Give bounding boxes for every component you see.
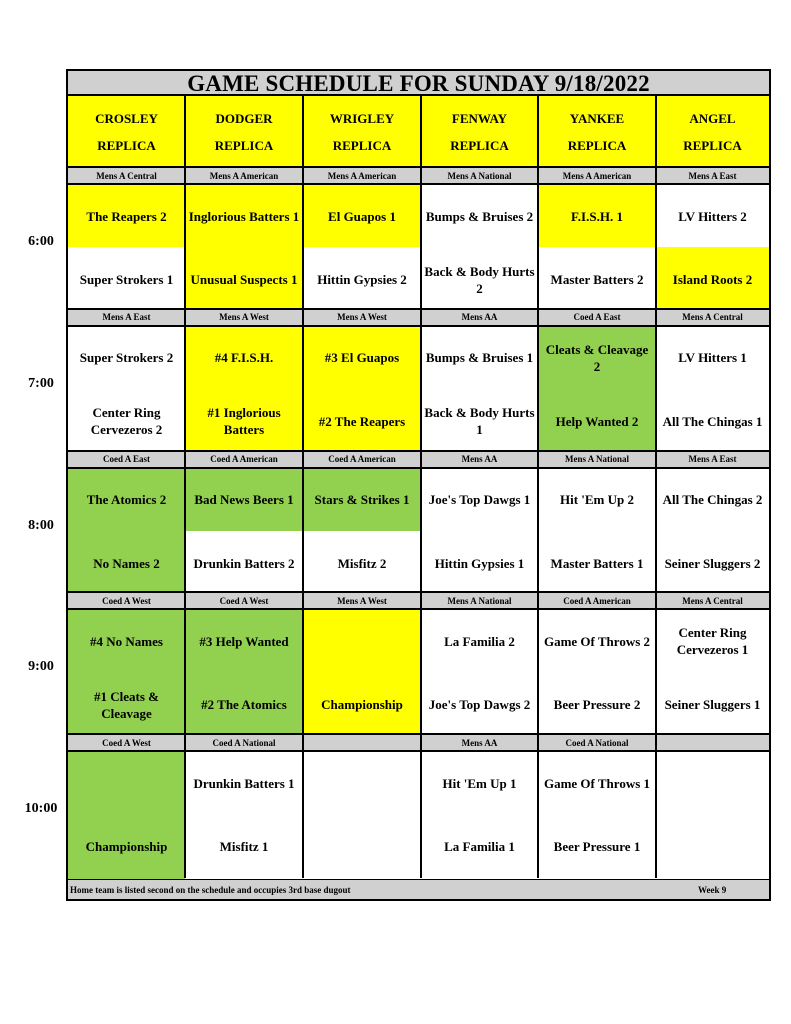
game-team: Joe's Top Dawgs 2 bbox=[421, 672, 538, 737]
division-label: Mens A West bbox=[303, 593, 421, 608]
game-team: #4 No Names bbox=[68, 610, 185, 672]
game-team: Help Wanted 2 bbox=[538, 389, 656, 454]
game-team: LV Hitters 1 bbox=[656, 327, 769, 389]
game-team: El Guapos 1 bbox=[303, 185, 421, 247]
division-label: Mens A West bbox=[185, 310, 303, 325]
column-divider bbox=[537, 96, 539, 878]
field-header bbox=[185, 96, 303, 167]
division-label: Mens A West bbox=[303, 310, 421, 325]
field-header bbox=[303, 96, 421, 167]
division-label: Coed A American bbox=[185, 452, 303, 467]
division-label bbox=[656, 735, 769, 750]
division-label: Mens A East bbox=[656, 168, 769, 183]
game-team: Master Batters 2 bbox=[538, 247, 656, 312]
game-team: La Familia 2 bbox=[421, 610, 538, 672]
game-team: Misfitz 1 bbox=[185, 814, 303, 879]
field-name: FENWAY bbox=[451, 110, 508, 126]
game-team: #4 F.I.S.H. bbox=[185, 327, 303, 389]
column-divider bbox=[655, 96, 657, 878]
division-label: Coed A National bbox=[538, 735, 656, 750]
game-team: Hit 'Em Up 1 bbox=[421, 752, 538, 814]
game-team: Misfitz 2 bbox=[303, 531, 421, 596]
game-team: Bad News Beers 1 bbox=[185, 469, 303, 531]
field-name: WRIGLEY bbox=[329, 110, 395, 126]
game-team: Bumps & Bruises 1 bbox=[421, 327, 538, 389]
time-label: 8:00 bbox=[28, 517, 54, 533]
game-team: Championship bbox=[68, 814, 185, 879]
field-type: REPLICA bbox=[214, 137, 274, 153]
division-label: Mens A Central bbox=[68, 168, 185, 183]
game-team bbox=[656, 814, 769, 879]
game-team: Back & Body Hurts 1 bbox=[421, 389, 538, 454]
column-divider bbox=[420, 96, 422, 878]
field-type: REPLICA bbox=[97, 137, 156, 153]
game-team: Drunkin Batters 2 bbox=[185, 531, 303, 596]
division-label: Coed A National bbox=[185, 735, 303, 750]
field-type: REPLICA bbox=[683, 137, 742, 153]
game-team: Seiner Sluggers 1 bbox=[656, 672, 769, 737]
game-team: The Atomics 2 bbox=[68, 469, 185, 531]
division-label: Mens AA bbox=[421, 310, 538, 325]
field-name: DODGER bbox=[215, 110, 273, 126]
division-label: Coed A West bbox=[185, 593, 303, 608]
field-header bbox=[656, 96, 769, 167]
game-team: #1 Cleats & Cleavage bbox=[68, 672, 185, 737]
time-label: 6:00 bbox=[28, 234, 54, 249]
game-team: Hit 'Em Up 2 bbox=[538, 469, 656, 531]
division-label: Coed A West bbox=[68, 735, 185, 750]
division-label: Mens AA bbox=[421, 735, 538, 750]
division-label: Coed A American bbox=[538, 593, 656, 608]
game-team: Beer Pressure 2 bbox=[538, 672, 656, 737]
field-type: REPLICA bbox=[450, 137, 509, 153]
game-team: Back & Body Hurts 2 bbox=[421, 247, 538, 312]
game-team: Inglorious Batters 1 bbox=[185, 185, 303, 247]
game-team: Unusual Suspects 1 bbox=[185, 247, 303, 312]
game-team bbox=[303, 610, 421, 672]
game-team: Master Batters 1 bbox=[538, 531, 656, 596]
field-type: REPLICA bbox=[332, 137, 392, 153]
week-label: Week 9 bbox=[698, 885, 727, 895]
game-team: #1 Inglorious Batters bbox=[185, 389, 303, 454]
division-label: Mens A American bbox=[185, 168, 303, 183]
field-name: CROSLEY bbox=[95, 110, 158, 126]
game-team: #2 The Atomics bbox=[185, 672, 303, 737]
game-team: All The Chingas 1 bbox=[656, 389, 769, 454]
division-label: Mens A Central bbox=[656, 310, 769, 325]
game-team: LV Hitters 2 bbox=[656, 185, 769, 247]
game-team: The Reapers 2 bbox=[68, 185, 185, 247]
game-team: Drunkin Batters 1 bbox=[185, 752, 303, 814]
game-team: #3 Help Wanted bbox=[185, 610, 303, 672]
field-name: YANKEE bbox=[569, 110, 625, 126]
division-label: Mens A Central bbox=[656, 593, 769, 608]
column-divider bbox=[302, 96, 304, 878]
division-label: Coed A East bbox=[538, 310, 656, 325]
division-label: Mens A East bbox=[68, 310, 185, 325]
field-header bbox=[68, 96, 185, 167]
game-team: Championship bbox=[303, 672, 421, 737]
game-team: Center Ring Cervezeros 1 bbox=[656, 610, 769, 672]
game-team: No Names 2 bbox=[68, 531, 185, 596]
column-divider bbox=[184, 96, 186, 878]
time-label: 9:00 bbox=[28, 659, 54, 675]
page-title: GAME SCHEDULE FOR SUNDAY 9/18/2022 bbox=[68, 71, 769, 96]
game-team: Seiner Sluggers 2 bbox=[656, 531, 769, 596]
division-label: Coed A American bbox=[303, 452, 421, 467]
game-team: #2 The Reapers bbox=[303, 389, 421, 454]
game-team: Bumps & Bruises 2 bbox=[421, 185, 538, 247]
game-team: #3 El Guapos bbox=[303, 327, 421, 389]
game-team: Hittin Gypsies 1 bbox=[421, 531, 538, 596]
field-name: ANGEL bbox=[689, 110, 736, 126]
game-team: Game Of Throws 1 bbox=[538, 752, 656, 814]
division-label: Mens A American bbox=[303, 168, 421, 183]
game-team: Hittin Gypsies 2 bbox=[303, 247, 421, 312]
game-team: La Familia 1 bbox=[421, 814, 538, 879]
game-team bbox=[303, 752, 421, 814]
schedule-sheet bbox=[66, 69, 771, 901]
game-team: Super Strokers 2 bbox=[68, 327, 185, 389]
division-label: Mens A National bbox=[538, 452, 656, 467]
division-label: Mens A National bbox=[421, 168, 538, 183]
division-label: Mens A National bbox=[421, 593, 538, 608]
field-header bbox=[421, 96, 538, 167]
game-team: Stars & Strikes 1 bbox=[303, 469, 421, 531]
time-label: 7:00 bbox=[28, 375, 54, 391]
game-team: Beer Pressure 1 bbox=[538, 814, 656, 879]
time-label: 10:00 bbox=[24, 801, 58, 817]
game-team: F.I.S.H. 1 bbox=[538, 185, 656, 247]
division-label: Mens A American bbox=[538, 168, 656, 183]
game-team: All The Chingas 2 bbox=[656, 469, 769, 531]
field-header bbox=[538, 96, 656, 167]
division-label: Mens AA bbox=[421, 452, 538, 467]
division-label bbox=[303, 735, 421, 750]
division-label: Coed A East bbox=[68, 452, 185, 467]
game-team bbox=[68, 752, 185, 814]
field-type: REPLICA bbox=[567, 137, 627, 153]
game-team: Super Strokers 1 bbox=[68, 247, 185, 312]
game-team: Game Of Throws 2 bbox=[538, 610, 656, 672]
game-team: Cleats & Cleavage 2 bbox=[538, 327, 656, 389]
game-team: Island Roots 2 bbox=[656, 247, 769, 312]
footer-note: Home team is listed second on the schedule and occupies 3rd base dugout bbox=[70, 885, 351, 895]
game-team bbox=[303, 814, 421, 879]
schedule-footer bbox=[68, 878, 769, 899]
division-label: Coed A West bbox=[68, 593, 185, 608]
division-label: Mens A East bbox=[656, 452, 769, 467]
game-team: Joe's Top Dawgs 1 bbox=[421, 469, 538, 531]
game-team bbox=[656, 752, 769, 814]
game-team: Center Ring Cervezeros 2 bbox=[68, 389, 185, 454]
